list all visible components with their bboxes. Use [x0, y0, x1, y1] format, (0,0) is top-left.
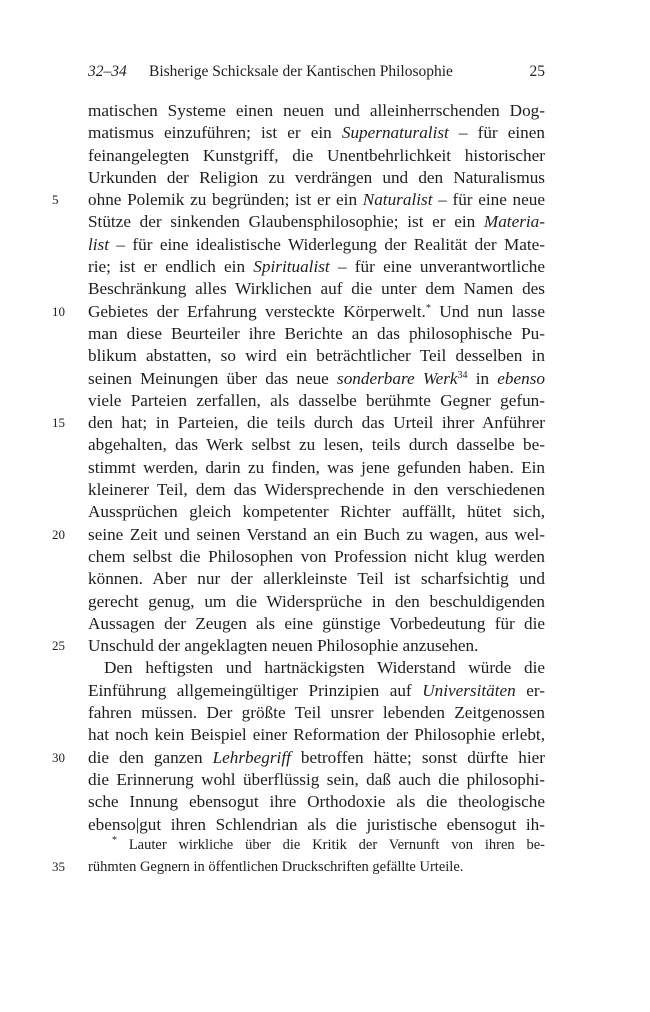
text-line	[88, 613, 545, 635]
line-text: hat noch kein Beispiel einer Reformation der Philosophie erlebt,	[88, 725, 545, 745]
text-line	[88, 501, 545, 523]
line-text: feinangelegten Kunstgriff, die Unentbehrlichkeit historischer	[88, 145, 545, 165]
text-line	[88, 479, 545, 501]
text-line	[88, 680, 545, 702]
line-text: rühmten Gegnern in öffentlichen Druckschriften gefällte Urteile.	[88, 859, 464, 875]
footnote	[52, 834, 545, 878]
line-text: Den heftigsten und hartnäckigsten Widerstand würde die	[104, 658, 545, 678]
emphasis: Spiritualist	[253, 257, 330, 277]
section-range: 32–34	[88, 63, 127, 80]
text-line	[88, 234, 545, 256]
text-line	[88, 256, 545, 278]
line-number: 5	[52, 192, 59, 208]
line-text: Einführung allgemeingültiger Prinzipien auf Universitäten er-	[88, 680, 546, 700]
text-line	[88, 368, 545, 390]
text-line	[88, 657, 545, 679]
line-number: 10	[52, 303, 65, 319]
text-line	[88, 791, 545, 813]
line-text: abgehalten, das Werk selbst zu lesen, teils durch dasselbe be-	[88, 435, 545, 455]
line-text: gerecht genug, um die Widersprüche in den beschuldigenden	[88, 591, 545, 611]
line-text: matismus einzuführen; ist er ein Supernaturalist – für einen	[88, 123, 545, 143]
text-line	[88, 457, 545, 479]
line-text: Unschuld der angeklagten neuen Philosophie anzusehen.	[88, 636, 479, 656]
text-line	[88, 145, 545, 167]
body-text	[52, 100, 546, 836]
text-line	[88, 769, 545, 791]
text-line	[88, 100, 545, 122]
page-number: 25	[529, 63, 545, 80]
line-text: fahren müssen. Der größte Teil unsrer lebenden Zeitgenossen	[88, 703, 545, 723]
text-line	[88, 546, 545, 568]
footnote-line	[52, 856, 545, 878]
line-text: ohne Polemik zu begründen; ist er ein Naturalist – für eine neue	[88, 190, 545, 210]
text-line	[52, 524, 545, 546]
line-text: die Erinnerung wohl überflüssig sein, daß auch die philosophi-	[88, 769, 545, 789]
text-line	[52, 635, 545, 657]
line-text: seinen Meinungen über das neue sonderbare Werk$^{34}$ in ebenso	[88, 368, 545, 388]
line-text: matischen Systeme einen neuen und alleinherrschenden Dog-	[88, 101, 545, 120]
line-text: * Lauter wirkliche über die Kritik der Vernunft von ihren be-	[112, 835, 545, 853]
line-text: Stütze der sinkenden Glaubensphilosophie; ist er ein Materia-	[88, 212, 545, 232]
line-text: Urkunden der Religion zu verdrängen und den Naturalismus	[88, 167, 545, 187]
line-text: kleinerer Teil, dem das Widersprechende in den verschiedenen	[88, 480, 545, 500]
emphasis: Universitäten	[422, 680, 516, 700]
line-text: stimmt werden, darin zu finden, was jene gefunden haben. Ein	[88, 457, 545, 477]
text-line	[88, 434, 545, 456]
line-text: die den ganzen Lehrbegriff betroffen hätte; sonst dürfte hier	[88, 747, 545, 767]
text-line	[88, 278, 545, 300]
running-head	[88, 60, 545, 84]
text-line	[88, 702, 545, 724]
text-line	[52, 301, 545, 323]
footnote-line	[88, 834, 545, 856]
emphasis: sonderbare Werk	[337, 368, 458, 388]
line-text: sche Innung ebensogut ihre Orthodoxie als die theologische	[88, 792, 545, 812]
emphasis: Materia-	[483, 212, 545, 232]
text-line	[88, 323, 545, 345]
line-text: Gebietes der Erfahrung versteckte Körperwelt.* Und nun lasse	[88, 301, 545, 321]
text-line	[88, 591, 545, 613]
emphasis: Naturalist	[362, 190, 433, 210]
emphasis: list	[88, 234, 110, 254]
text-line	[52, 189, 545, 211]
text-line	[88, 211, 545, 233]
text-line	[88, 122, 545, 144]
line-text: den hat; in Parteien, die teils durch das Urteil ihrer Anführer	[88, 413, 545, 433]
emphasis: ebenso	[497, 368, 545, 388]
note-marker: *	[112, 835, 117, 846]
line-number: 30	[52, 749, 65, 765]
line-text: Aussagen der Zeugen als eine günstige Vorbedeutung für die	[88, 613, 545, 633]
line-text: list – für eine idealistische Widerlegung der Realität der Mate-	[88, 234, 545, 254]
text-line	[88, 167, 545, 189]
note-marker: *	[425, 302, 431, 314]
chapter-title: Bisherige Schicksale der Kantischen Philosophie	[149, 63, 453, 80]
line-number: 20	[52, 526, 65, 542]
text-line	[88, 390, 545, 412]
line-number: 15	[52, 415, 65, 431]
text-line	[88, 724, 545, 746]
text-line	[88, 568, 545, 590]
note-marker: 34	[457, 369, 468, 381]
line-text: rie; ist er endlich ein Spiritualist – für eine unverantwortliche	[88, 257, 545, 277]
line-text: blikum abstatten, so wird ein beträchtlicher Teil desselben in	[88, 346, 545, 366]
line-text: seine Zeit und seinen Verstand an ein Buch zu wagen, aus wel-	[88, 524, 545, 544]
line-text: viele Parteien zerfallen, als dasselbe berühmte Gegner gefun-	[88, 390, 545, 410]
line-text: ebenso|gut ihren Schlendrian als die juristische ebensogut ih-	[88, 814, 545, 834]
line-text: man diese Beurteiler ihre Berichte an das philosophische Pu-	[88, 323, 545, 343]
emphasis: Lehrbegriff	[212, 747, 291, 767]
text-line	[88, 814, 545, 836]
line-number: 25	[52, 638, 65, 654]
line-text: Aussprüchen gleich kompetenter Richter auffällt, hütet sich,	[88, 502, 545, 522]
text-line	[52, 747, 545, 769]
text-line	[88, 345, 545, 367]
emphasis: Supernaturalist	[341, 123, 449, 143]
line-text: Beschränkung alles Wirklichen auf die unter dem Namen des	[88, 279, 545, 299]
line-text: können. Aber nur der allerkleinste Teil ist scharfsichtig und	[88, 569, 545, 589]
text-line	[52, 412, 545, 434]
line-number: 35	[52, 859, 65, 874]
line-text: chem selbst die Philosophen von Profession nicht klug werden	[88, 546, 545, 566]
